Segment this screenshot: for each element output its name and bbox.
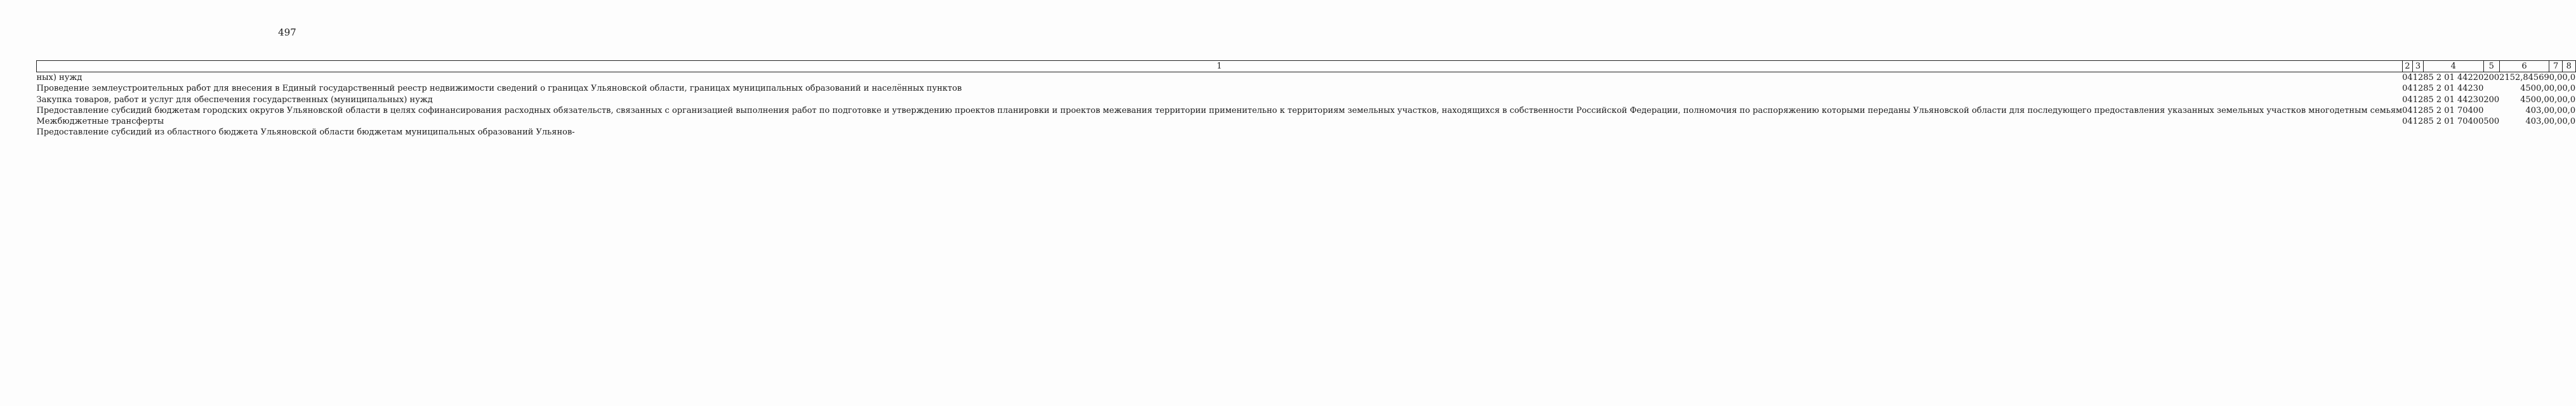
header-row (37, 61, 2576, 72)
row-target-article: 85 2 01 70400 (2423, 117, 2484, 127)
row-name: Предоставление субсидий из областного бюджета Ульяновской области бюджетам муниципальных образований Ульянов- (36, 128, 575, 138)
row-expense-type (2483, 83, 2499, 94)
row-amount-8: 0,0 (2562, 105, 2576, 115)
row-section: 04 (2402, 95, 2413, 105)
row-expense-type: 200 (2483, 73, 2500, 82)
row-amount-8: 0,0 (2562, 73, 2576, 82)
row-amount-8: 0,0 (2562, 117, 2576, 127)
row-amount-8: 0,0 (2562, 95, 2576, 105)
row-section: 04 (2402, 105, 2413, 115)
row-amount-6: 2152,84569 (2499, 73, 2549, 82)
row-expense-type (2483, 127, 2499, 138)
row-name: Проведение землеустроительных работ для внесения в Единый государственный реестр недвижимости сведений о границах Ульяновской области, границах муниципальных образований и населённых пунктов (36, 84, 962, 94)
row-name: ных) нужд (36, 73, 83, 82)
table-row (37, 116, 2576, 127)
row-section: 04 (2402, 117, 2413, 127)
page-number: 497 (278, 27, 296, 38)
header-cell-7: 7 (2549, 61, 2563, 72)
row-amount-6: 403,0 (2525, 105, 2549, 115)
row-amount-8 (2562, 127, 2575, 138)
table-row (37, 95, 2576, 105)
row-target-article: 85 2 01 70400 (2423, 105, 2484, 115)
row-subsection: 12 (2412, 95, 2424, 105)
row-subsection: 12 (2412, 117, 2424, 127)
table-row (37, 127, 2576, 138)
row-amount-7: 0,0 (2549, 73, 2563, 82)
row-expense-type (2483, 105, 2499, 116)
row-target-article: 85 2 01 44230 (2423, 95, 2484, 105)
row-section: 04 (2402, 84, 2413, 94)
header-cell-3: 3 (2413, 61, 2424, 72)
row-target-article (2423, 127, 2483, 138)
header-cell-2: 2 (2402, 61, 2413, 72)
header-cell-8: 8 (2562, 61, 2575, 72)
row-target-article: 85 2 01 44230 (2423, 84, 2484, 94)
row-section (2402, 127, 2413, 138)
header-cell-6: 6 (2499, 61, 2549, 72)
row-subsection (2413, 127, 2424, 138)
row-amount-7 (2549, 127, 2563, 138)
table-row (37, 105, 2576, 116)
row-amount-6: 403,0 (2525, 117, 2549, 127)
row-subsection: 12 (2412, 73, 2424, 82)
row-subsection: 12 (2412, 105, 2424, 115)
row-target-article: 85 2 01 44220 (2423, 73, 2484, 82)
header-cell-1: 1 (37, 61, 2403, 72)
row-name: Закупка товаров, работ и услуг для обеспечения государственных (муниципальных) нужд (36, 95, 433, 105)
header-cell-5: 5 (2483, 61, 2499, 72)
row-amount-6 (2499, 127, 2549, 138)
row-name: Межбюджетные трансферты (36, 117, 164, 127)
table-row (37, 83, 2576, 94)
row-amount-7: 0,0 (2549, 84, 2563, 94)
row-amount-7: 0,0 (2549, 117, 2563, 127)
row-expense-type: 500 (2483, 117, 2500, 127)
row-subsection: 12 (2412, 84, 2424, 94)
row-section: 04 (2402, 73, 2413, 82)
budget-table (36, 60, 2576, 138)
row-amount-8: 0,0 (2562, 84, 2576, 94)
row-amount-7: 0,0 (2549, 105, 2563, 115)
header-cell-4: 4 (2423, 61, 2483, 72)
row-amount-6: 4500,0 (2520, 95, 2549, 105)
table-row (37, 72, 2576, 84)
row-amount-7: 0,0 (2549, 95, 2563, 105)
row-name: Предоставление субсидий бюджетам городских округов Ульяновской области в целях софинансирования расходных обязательств, связанных с организацией выполнения работ по подготовке и утверждению проектов планировки и проектов межевания территории применительно к территориям земельных участков, находящихся в собственности Российской Федерации, полномочия по распоряжению которыми переданы Ульяновской области для последующего предоставления указанных земельных участков многодетным семьям (36, 105, 2403, 115)
row-expense-type: 200 (2483, 95, 2500, 105)
row-amount-6: 4500,0 (2520, 84, 2549, 94)
